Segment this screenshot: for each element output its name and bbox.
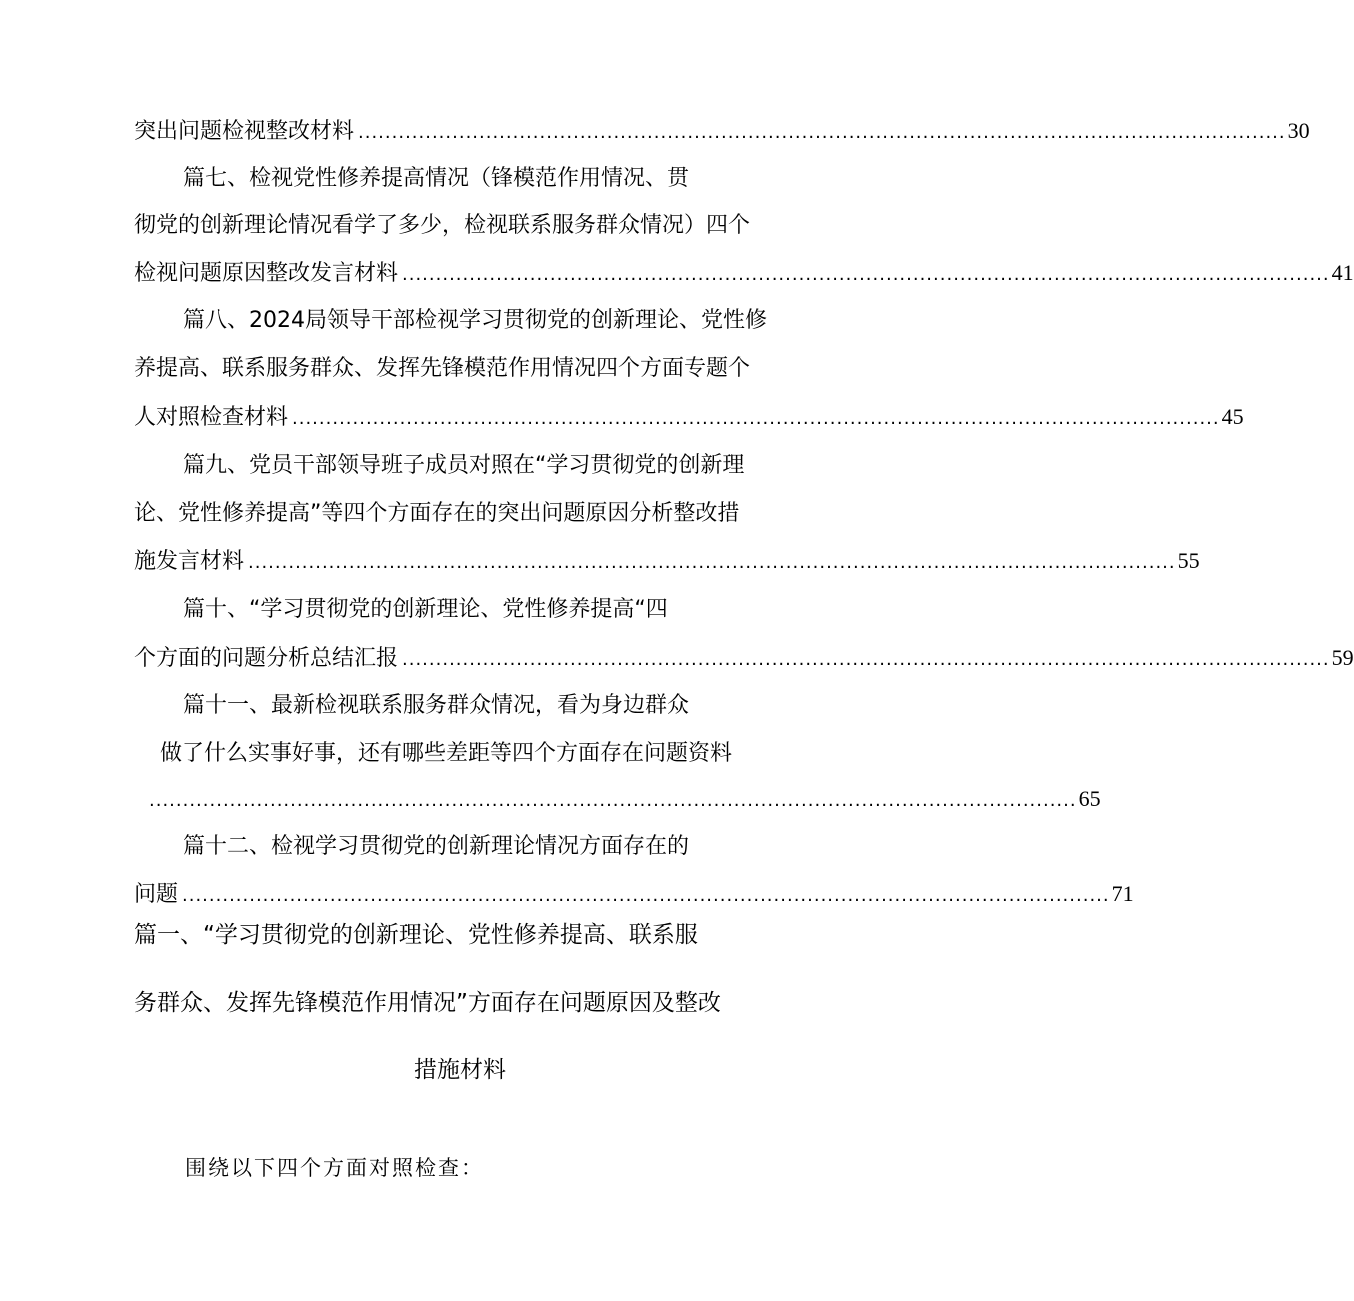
toc-page-number: 71 [1111,881,1134,906]
toc-leader-dots: .......................................................................................................................................... [292,408,1220,429]
toc-entry-8-line-3[interactable] [134,402,1244,432]
toc-leader-dots: .......................................................................................................................................... [402,649,1330,670]
toc-page-number: 41 [1331,260,1354,285]
toc-entry-12-line-1[interactable]: 篇十二、检视学习贯彻党的创新理论情况方面存在的 [183,834,690,859]
toc-page-number: 55 [1177,548,1200,573]
toc-entry-10-line-1[interactable]: 篇十、“学习贯彻党的创新理论、党性修养提高“四 [183,597,668,622]
toc-entry-12-line-2[interactable] [134,879,1134,909]
article-title-line-2: 务群众、发挥先锋模范作用情况”方面存在问题原因及整改 [134,990,721,1016]
toc-entry-11-line-1[interactable]: 篇十一、最新检视联系服务群众情况，看为身边群众 [183,693,690,718]
toc-leader-dots: .......................................................................................................................................... [248,552,1176,573]
toc-page-number: 65 [1078,786,1101,811]
toc-entry-text: 检视问题原因整改发言材料 [134,261,399,286]
toc-leader-dots: .......................................................................................................................................... [402,264,1330,285]
toc-entry-text: 施发言材料 [134,549,245,574]
toc-page-number: 59 [1331,645,1354,670]
article-title-line-3: 措施材料 [414,1057,506,1083]
toc-leader-dots: .......................................................................................................................................... [358,122,1286,143]
toc-entry-text: 个方面的问题分析总结汇报 [134,646,399,671]
toc-entry-11-line-3[interactable] [145,784,1101,814]
toc-page-number: 45 [1221,404,1244,429]
toc-page-number: 30 [1287,118,1310,143]
article-title-line-1: 篇一、“学习贯彻党的创新理论、党性修养提高、联系服 [134,922,698,948]
toc-entry-7-line-1[interactable]: 篇七、检视党性修养提高情况（锋模范作用情况、贯 [183,166,690,191]
toc-entry-8-line-2[interactable]: 养提高、联系服务群众、发挥先锋模范作用情况四个方面专题个 [134,356,751,381]
toc-entry-text: 突出问题检视整改材料 [134,119,355,144]
toc-entry-8-line-1[interactable]: 篇八、2024局领导干部检视学习贯彻党的创新理论、党性修 [183,308,767,333]
toc-entry-9-line-3[interactable] [134,546,1200,576]
toc-entry-11-line-2[interactable]: 做了什么实事好事，还有哪些差距等四个方面存在问题资料 [160,741,733,766]
toc-entry-text: 人对照检查材料 [134,405,289,430]
toc-entry-6-line[interactable] [134,116,1310,146]
toc-leader-dots: .......................................................................................................................................... [182,885,1110,906]
toc-entry-9-line-2[interactable]: 论、党性修养提高”等四个方面存在的突出问题原因分析整改措 [134,501,740,526]
toc-entry-9-line-1[interactable]: 篇九、党员干部领导班子成员对照在“学习贯彻党的创新理 [183,453,745,478]
article-intro-text: 围绕以下四个方面对照检查： [185,1156,484,1180]
toc-entry-text: 问题 [134,882,179,907]
toc-entry-7-line-3[interactable] [134,258,1354,288]
toc-leader-dots: .......................................................................................................................................... [149,790,1077,811]
toc-entry-10-line-2[interactable] [134,643,1354,673]
toc-entry-7-line-2[interactable]: 彻党的创新理论情况看学了多少，检视联系服务群众情况）四个 [134,213,751,238]
